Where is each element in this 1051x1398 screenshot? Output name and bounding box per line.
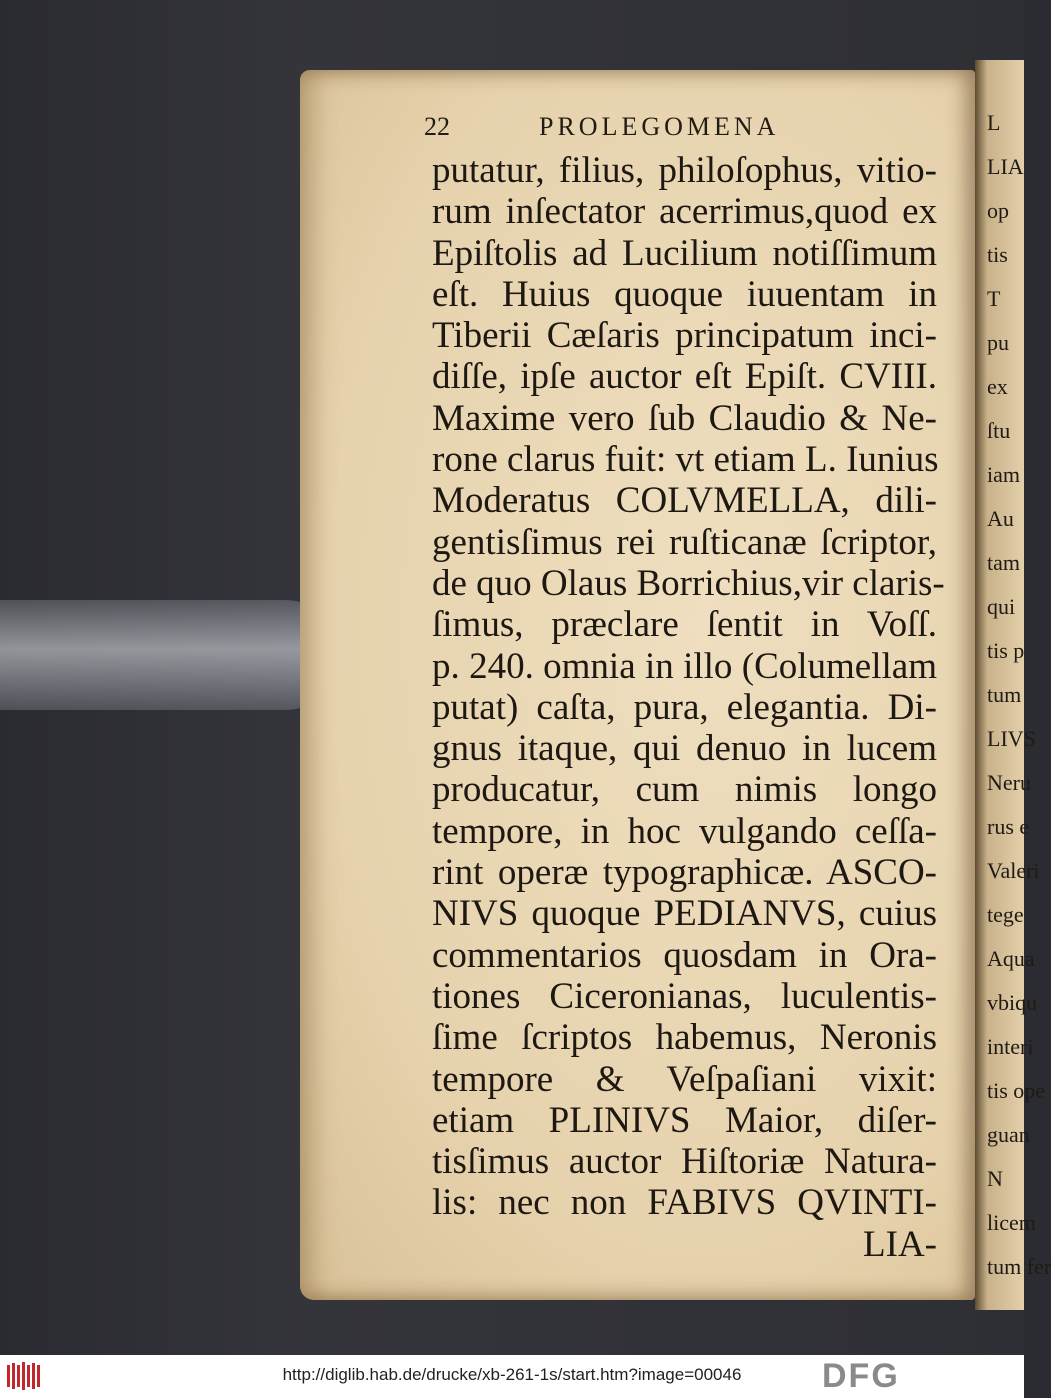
facing-page-fragment: tis ope xyxy=(987,1078,1046,1103)
facing-page-fragment: Aqua xyxy=(987,946,1035,971)
text-line: LIA- xyxy=(863,1223,937,1265)
facing-page-fragment: interi xyxy=(987,1034,1034,1059)
facing-page-fragment: rus e xyxy=(987,814,1030,839)
facing-page-fragment: licem xyxy=(987,1210,1036,1235)
dfg-logo: DFG xyxy=(822,1357,900,1395)
text-line: putat) caſta, pura, elegantia. Di- xyxy=(432,686,937,728)
source-url[interactable]: http://diglib.hab.de/drucke/xb-261-1s/start.htm?image=00046 xyxy=(282,1365,742,1384)
facing-page-fragment: ex xyxy=(987,374,1008,399)
text-line: de quo Olaus Borrichius,vir claris- xyxy=(432,562,945,604)
facing-page-fragment: LIA xyxy=(987,154,1024,179)
facing-page-fragment: tum xyxy=(987,682,1022,707)
text-line: rint operæ typographicæ. ASCO- xyxy=(432,852,937,894)
text-line: rum inſectator acerrimus,quod ex xyxy=(432,191,937,233)
body-text xyxy=(432,150,945,1265)
facing-page-fragment: Neru xyxy=(987,770,1031,795)
text-line: tisſimus auctor Hiſtoriæ Natura- xyxy=(432,1141,937,1183)
text-line: ſime ſcriptos habemus, Neronis xyxy=(432,1017,937,1059)
facing-page-fragment: vbiqu xyxy=(987,990,1038,1015)
facing-page-fragment: iam xyxy=(987,462,1020,487)
facing-page-fragment: N xyxy=(987,1166,1003,1191)
viewer-footer xyxy=(0,1355,1024,1398)
facing-page-fragment: L xyxy=(987,110,1001,135)
text-line: rone clarus fuit: vt etiam L. Iunius xyxy=(432,439,939,481)
text-line: lis: nec non FABIVS QVINTI- xyxy=(432,1182,937,1224)
text-line: eſt. Huius quoque iuuentam in xyxy=(432,273,937,315)
page-number: 22 xyxy=(424,112,450,141)
text-line: gnus itaque, qui denuo in lucem xyxy=(432,728,937,770)
facing-page-fragment: tis xyxy=(987,242,1008,267)
text-line: NIVS quoque PEDIANVS, cuius xyxy=(432,893,937,935)
facing-page-fragment: T xyxy=(987,286,1001,311)
text-line: p. 240. omnia in illo (Columellam xyxy=(432,645,937,687)
text-line: tempore, in hoc vulgando ceſſa- xyxy=(432,810,937,852)
text-line: Tiberii Cæſaris principatum inci- xyxy=(432,315,937,357)
facing-page-fragment: LIVS xyxy=(987,726,1036,751)
text-line: ſimus, præclare ſentit in Voſſ. xyxy=(432,604,937,646)
text-line: tempore & Veſpaſiani vixit: xyxy=(432,1058,937,1100)
text-line: producatur, cum nimis longo xyxy=(432,769,937,811)
text-line: diſſe, ipſe auctor eſt Epiſt. CVIII. xyxy=(432,356,937,398)
text-line: Epiſtolis ad Lucilium notiſſimum xyxy=(432,232,937,274)
facing-page-fragment: qui xyxy=(987,594,1016,619)
facing-page-fragment: tis p xyxy=(987,638,1025,663)
facing-page-fragment: Valeri xyxy=(987,858,1040,883)
text-line: putatur, filius, philoſophus, vitio- xyxy=(432,150,937,191)
facing-page-fragment: tum fer xyxy=(987,1254,1051,1279)
facing-page-fragment: guan xyxy=(987,1122,1030,1147)
facing-page-edge xyxy=(975,60,1051,1310)
running-head-title: PROLEGOMENA xyxy=(539,112,780,141)
facing-page-fragment: tege xyxy=(987,902,1024,927)
facing-page-fragment: Au xyxy=(987,506,1014,531)
text-line: Moderatus COLVMELLA, dili- xyxy=(432,480,937,522)
text-line: gentisſimus rei ruſticanæ ſcriptor, xyxy=(432,521,937,563)
text-line: etiam PLINIVS Maior, diſer- xyxy=(432,1099,937,1141)
facing-page-fragment: tam xyxy=(987,550,1020,575)
book-clamp xyxy=(0,600,340,710)
facing-page-fragment: op xyxy=(987,198,1009,223)
text-line: tiones Ciceronianas, luculentis- xyxy=(432,975,937,1017)
facing-page-fragment: ſtu xyxy=(987,418,1011,443)
facing-page-fragment: pu xyxy=(987,330,1009,355)
text-line: commentarios quosdam in Ora- xyxy=(432,934,937,976)
text-line: Maxime vero ſub Claudio & Ne- xyxy=(432,397,937,439)
running-head xyxy=(424,112,944,152)
